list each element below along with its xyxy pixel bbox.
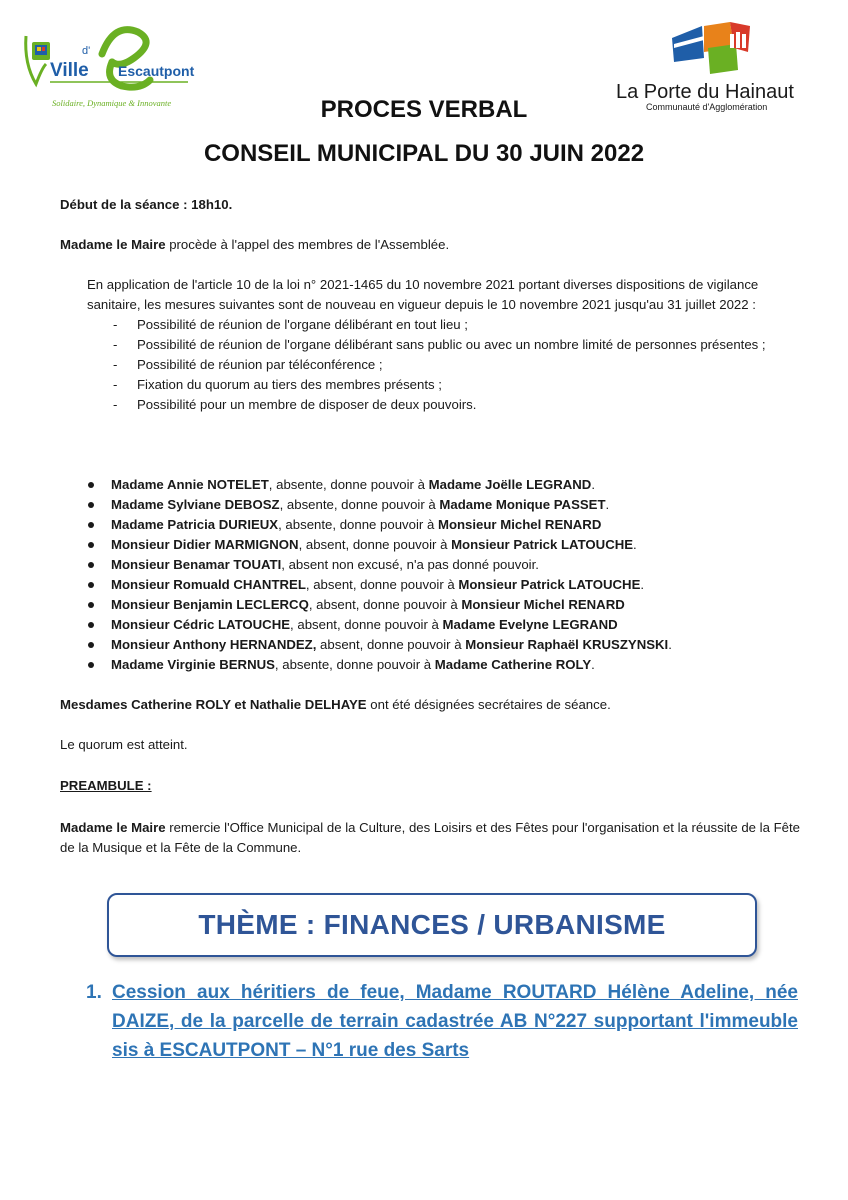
absent-item bbox=[84, 475, 804, 495]
absent-name: Madame Patricia DURIEUX bbox=[111, 517, 279, 532]
absent-proxy: Monsieur Patrick LATOUCHE bbox=[458, 577, 641, 592]
secretaires-paragraph bbox=[60, 695, 800, 715]
absent-name: Madame Annie NOTELET bbox=[111, 477, 269, 492]
secretaires-bold: Mesdames Catherine ROLY et Nathalie DELHAYE bbox=[60, 697, 367, 712]
absent-end: . bbox=[668, 637, 672, 652]
application-text: En application de l'article 10 de la loi n° 2021-1465 du 10 novembre 2021 portant diverses dispositions de vigilance sanitaire, les mesures suivantes sont de nouveau en vigueur depuis le 10 novembre 2021 jusqu'au 31 juillet 2022 : bbox=[87, 277, 759, 312]
preambule-paragraph bbox=[60, 818, 800, 858]
appel-rest: procède à l'appel des membres de l'Assemblée. bbox=[165, 237, 450, 252]
absent-proxy: Madame Catherine ROLY bbox=[434, 657, 592, 672]
absent-status: , absent, donne pouvoir à bbox=[305, 577, 459, 592]
bullet-marker bbox=[88, 542, 94, 548]
appel-bold: Madame le Maire bbox=[60, 237, 166, 252]
absent-name: Monsieur Anthony HERNANDEZ, bbox=[111, 637, 317, 652]
absent-end: . bbox=[605, 497, 610, 512]
absent-status: , absent non excusé, n'a pas donné pouvoir. bbox=[281, 557, 539, 572]
secretaires-rest: ont été désignées secrétaires de séance. bbox=[366, 697, 611, 712]
logo-ville: Ville bbox=[50, 60, 89, 81]
absent-item bbox=[84, 655, 804, 675]
bullet-marker bbox=[88, 642, 94, 648]
measure-item bbox=[87, 315, 799, 335]
measure-item bbox=[87, 375, 799, 395]
theme-title: THÈME : FINANCES / URBANISME bbox=[198, 909, 666, 940]
absent-status: , absente, donne pouvoir à bbox=[268, 477, 429, 492]
absent-proxy: Madame Monique PASSET bbox=[439, 497, 606, 512]
measure-text: Possibilité de réunion de l'organe délibérant sans public ou avec un nombre limité de personnes présentes ; bbox=[137, 337, 766, 352]
bullet-marker bbox=[88, 482, 94, 488]
dash-marker: - bbox=[113, 337, 118, 352]
agenda-item-text: Cession aux héritiers de feue, Madame ROUTARD Hélène Adeline, née DAIZE, de la parcelle de terrain cadastrée AB N°227 supportant l'immeuble sis à ESCAUTPONT – N°1 rue des Sarts bbox=[112, 982, 798, 1061]
bullet-marker bbox=[88, 562, 94, 568]
quorum-text: Le quorum est atteint. bbox=[60, 737, 188, 752]
absent-item bbox=[84, 635, 804, 655]
absent-name: Monsieur Cédric LATOUCHE bbox=[111, 617, 291, 632]
measure-item bbox=[87, 395, 799, 415]
measure-text: Fixation du quorum au tiers des membres présents ; bbox=[137, 377, 442, 392]
absent-item bbox=[84, 535, 804, 555]
bullet-marker bbox=[88, 502, 94, 508]
absent-item bbox=[84, 595, 804, 615]
absent-item bbox=[84, 515, 804, 535]
measure-text: Possibilité de réunion de l'organe délibérant en tout lieu ; bbox=[137, 317, 468, 332]
dash-marker: - bbox=[113, 317, 118, 332]
dash-marker: - bbox=[113, 397, 118, 412]
bullet-marker bbox=[88, 602, 94, 608]
absent-item bbox=[84, 495, 804, 515]
absent-item bbox=[84, 555, 804, 575]
logo-tagline: Solidaire, Dynamique & Innovante bbox=[52, 98, 172, 108]
absent-status: , absent, donne pouvoir à bbox=[308, 597, 462, 612]
page-title: PROCES VERBAL bbox=[320, 96, 528, 123]
agenda-item-number: 1. bbox=[86, 982, 102, 1003]
dash-marker: - bbox=[113, 357, 118, 372]
bullet-marker bbox=[88, 522, 94, 528]
absent-proxy: Madame Evelyne LEGRAND bbox=[442, 617, 618, 632]
absent-name: Madame Virginie BERNUS bbox=[111, 657, 275, 672]
logo-escautpont: Escautpont bbox=[118, 63, 195, 79]
measure-item bbox=[87, 355, 799, 375]
preambule-rest: remercie l'Office Municipal de la Culture, des Loisirs et des Fêtes pour l'organisation et la réussite de la Fête de la Musique et la Fête de la Commune. bbox=[60, 820, 800, 855]
absent-end: . bbox=[591, 477, 595, 492]
measure-text: Possibilité pour un membre de disposer de deux pouvoirs. bbox=[137, 397, 477, 412]
application-paragraph bbox=[87, 275, 799, 415]
absent-name: Monsieur Romuald CHANTREL bbox=[111, 577, 306, 592]
absent-name: Madame Sylviane DEBOSZ bbox=[111, 497, 280, 512]
bullet-marker bbox=[88, 582, 94, 588]
preambule-bold: Madame le Maire bbox=[60, 820, 166, 835]
logo-d: d' bbox=[82, 45, 91, 57]
absent-item bbox=[84, 615, 804, 635]
absent-status: , absent, donne pouvoir à bbox=[290, 617, 443, 632]
measure-item bbox=[87, 335, 799, 355]
measure-text: Possibilité de réunion par téléconférence ; bbox=[137, 357, 383, 372]
absent-status: absent, donne pouvoir à bbox=[316, 637, 466, 652]
absent-proxy: Monsieur Michel RENARD bbox=[461, 597, 625, 612]
dash-marker: - bbox=[113, 377, 118, 392]
theme-box bbox=[107, 893, 757, 957]
absent-status: , absent, donne pouvoir à bbox=[298, 537, 452, 552]
absent-proxy: Monsieur Raphaël KRUSZYNSKI bbox=[465, 637, 669, 652]
absent-end: . bbox=[591, 657, 595, 672]
absent-proxy: Monsieur Michel RENARD bbox=[437, 517, 602, 532]
preambule-heading: PREAMBULE : bbox=[60, 778, 152, 793]
absent-name: Monsieur Benamar TOUATI bbox=[111, 557, 282, 572]
bullet-marker bbox=[88, 662, 94, 668]
absent-proxy: Madame Joëlle LEGRAND bbox=[428, 477, 592, 492]
absent-proxy: Monsieur Patrick LATOUCHE bbox=[451, 537, 634, 552]
bullet-marker bbox=[88, 622, 94, 628]
page-subtitle: CONSEIL MUNICIPAL DU 30 JUIN 2022 bbox=[203, 140, 645, 167]
absent-end: . bbox=[640, 577, 645, 592]
logo-porte-name: La Porte du Hainaut bbox=[616, 81, 794, 103]
absent-name: Monsieur Benjamin LECLERCQ bbox=[111, 597, 309, 612]
absent-item bbox=[84, 575, 804, 595]
absent-end: . bbox=[633, 537, 637, 552]
logo-porte-subtitle: Communauté d'Agglomération bbox=[646, 102, 768, 112]
absent-status: , absente, donne pouvoir à bbox=[279, 497, 440, 512]
measures-list bbox=[87, 315, 799, 415]
appel-paragraph bbox=[60, 235, 800, 255]
agenda-item-1 bbox=[86, 978, 798, 1065]
seance-start: Début de la séance : 18h10. bbox=[60, 197, 233, 212]
absent-name: Monsieur Didier MARMIGNON bbox=[111, 537, 299, 552]
absent-status: , absente, donne pouvoir à bbox=[278, 517, 438, 532]
absent-status: , absente, donne pouvoir à bbox=[274, 657, 435, 672]
absents-list bbox=[84, 475, 804, 675]
